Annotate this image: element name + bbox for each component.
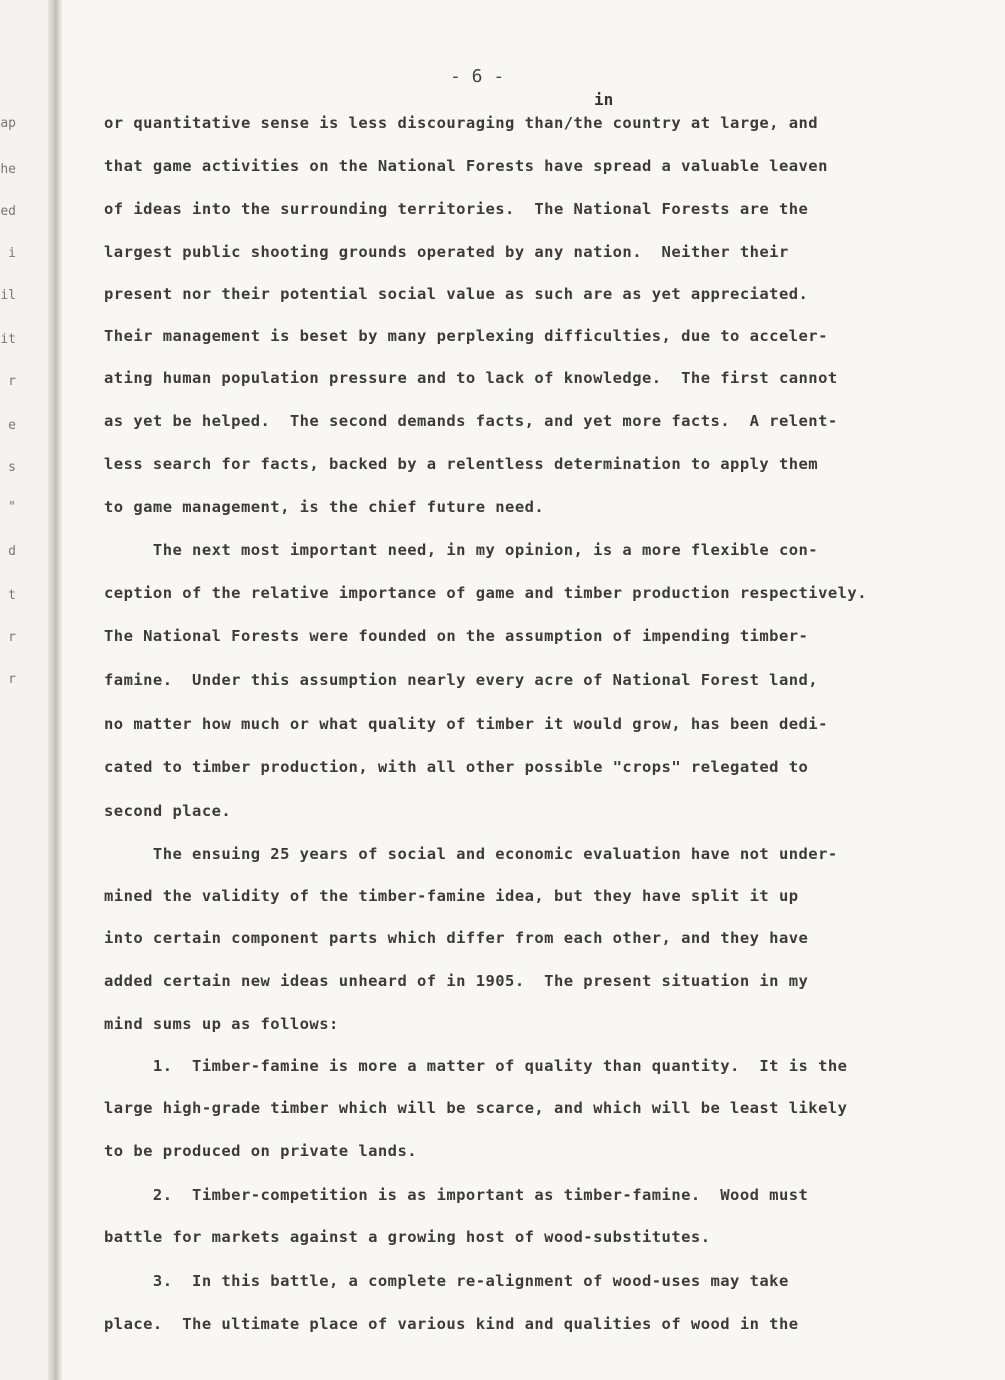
- margin-fragment: he: [0, 162, 16, 177]
- text-line: largest public shooting grounds operated by any nation. Neither their: [104, 243, 789, 261]
- text-line: of ideas into the surrounding territories. The National Forests are the: [104, 200, 809, 218]
- margin-fragment: ": [8, 500, 16, 515]
- text-line: Their management is beset by many perplexing difficulties, due to acceler-: [104, 327, 828, 345]
- text-line: famine. Under this assumption nearly every acre of National Forest land,: [104, 671, 819, 689]
- book-gutter: [48, 0, 62, 1380]
- margin-fragment: s: [8, 460, 16, 475]
- margin-fragment: r: [8, 374, 16, 389]
- text-line: into certain component parts which differ from each other, and they have: [104, 929, 809, 947]
- text-line: ating human population pressure and to lack of knowledge. The first cannot: [104, 369, 838, 387]
- text-line: place. The ultimate place of various kind and qualities of wood in the: [104, 1315, 799, 1333]
- text-line: mind sums up as follows:: [104, 1015, 339, 1033]
- margin-fragment: ap: [0, 116, 16, 131]
- margin-fragment: e: [8, 418, 16, 433]
- text-line: cated to timber production, with all other possible "crops" relegated to: [104, 758, 809, 776]
- text-line: The National Forests were founded on the assumption of impending timber-: [104, 627, 809, 645]
- margin-fragment: ed: [0, 204, 16, 219]
- text-line: less search for facts, backed by a relentless determination to apply them: [104, 455, 819, 473]
- text-line: The next most important need, in my opinion, is a more flexible con-: [104, 541, 819, 559]
- text-line: 2. Timber-competition is as important as timber-famine. Wood must: [104, 1186, 809, 1204]
- text-line: The ensuing 25 years of social and economic evaluation have not under-: [104, 845, 838, 863]
- margin-fragment: i: [8, 246, 16, 261]
- text-line: added certain new ideas unheard of in 1905. The present situation in my: [104, 972, 809, 990]
- text-line: to game management, is the chief future need.: [104, 498, 545, 516]
- margin-fragment: r: [8, 672, 16, 687]
- text-line: as yet be helped. The second demands facts, and yet more facts. A relent-: [104, 412, 838, 430]
- margin-fragment: d: [8, 544, 16, 559]
- text-line: ception of the relative importance of game and timber production respectively.: [104, 584, 867, 602]
- text-line: second place.: [104, 802, 232, 820]
- text-line: mined the validity of the timber-famine idea, but they have split it up: [104, 887, 799, 905]
- text-line: to be produced on private lands.: [104, 1142, 418, 1160]
- margin-fragment: il: [0, 288, 16, 303]
- text-line: present nor their potential social value as such are as yet appreciated.: [104, 285, 809, 303]
- margin-fragment: r: [8, 630, 16, 645]
- text-line: 1. Timber-famine is more a matter of quality than quantity. It is the: [104, 1057, 848, 1075]
- handwritten-insertion: in: [594, 90, 614, 109]
- text-line: or quantitative sense is less discouraging than/the country at large, and: [104, 114, 819, 132]
- text-line: battle for markets against a growing host of wood-substitutes.: [104, 1228, 711, 1246]
- text-line: large high-grade timber which will be scarce, and which will be least likely: [104, 1099, 848, 1117]
- text-line: 3. In this battle, a complete re-alignment of wood-uses may take: [104, 1272, 789, 1290]
- facing-page: [0, 0, 52, 1380]
- text-line: no matter how much or what quality of timber it would grow, has been dedi-: [104, 715, 828, 733]
- page-number: - 6 -: [450, 66, 505, 87]
- text-line: that game activities on the National Forests have spread a valuable leaven: [104, 157, 828, 175]
- margin-fragment: it: [0, 332, 16, 347]
- margin-fragment: t: [8, 588, 16, 603]
